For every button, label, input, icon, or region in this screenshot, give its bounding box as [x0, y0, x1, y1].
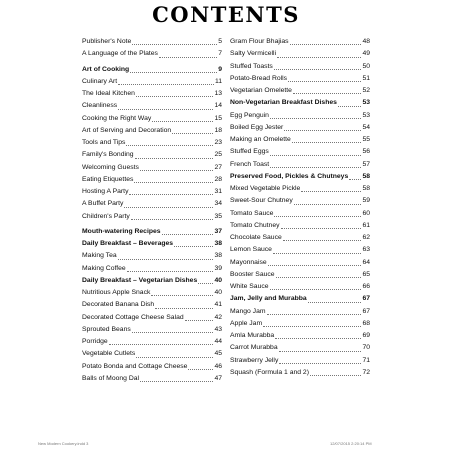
footer-timestamp: 12/07/2015 2:20:14 PM	[330, 441, 372, 446]
toc-entry-title: A Language of the Plates	[82, 50, 158, 58]
toc-page-number: 52	[362, 87, 370, 94]
toc-leader-dots	[140, 381, 213, 382]
toc-entry	[82, 88, 222, 100]
toc-leader-dots	[129, 194, 213, 195]
toc-entry	[82, 36, 222, 48]
toc-page-number: 44	[214, 338, 222, 345]
toc-entry-title: Stuffed Eggs	[230, 148, 269, 156]
toc-entry	[82, 186, 222, 198]
toc-entry	[230, 355, 370, 367]
toc-entry-title: Family's Bonding	[82, 151, 134, 159]
toc-leader-dots	[159, 57, 217, 58]
toc-entry-title: Hosting A Party	[82, 188, 129, 195]
toc-page-number: 27	[214, 163, 222, 171]
toc-entry-title: Booster Sauce	[230, 270, 275, 278]
toc-page-number: 23	[214, 139, 222, 146]
toc-entry	[82, 113, 222, 125]
toc-leader-dots	[132, 332, 214, 333]
toc-leader-dots	[136, 357, 213, 358]
toc-page-number: 46	[214, 362, 222, 370]
toc-page-number: 56	[362, 148, 370, 156]
toc-entry	[230, 318, 370, 330]
toc-page-number: 50	[362, 62, 370, 70]
toc-entry-title: Apple Jam	[230, 319, 263, 327]
toc-entry-title: Cleanliness	[82, 102, 118, 110]
toc-page-number: 58	[362, 172, 370, 180]
toc-leader-dots	[273, 253, 361, 254]
toc-entry	[230, 232, 370, 244]
toc-page-number: 11	[214, 77, 222, 85]
toc-entry-title: Children's Party	[82, 212, 130, 220]
toc-entry-title: Non-Vegetarian Breakfast Dishes	[230, 99, 337, 107]
toc-entry	[230, 269, 370, 281]
toc-entry	[82, 162, 222, 174]
toc-entry	[82, 76, 222, 88]
toc-page-number: 67	[362, 295, 370, 303]
toc-entry	[82, 287, 222, 299]
toc-entry-title: Art of Serving and Decoration	[82, 126, 172, 134]
toc-page-number: 55	[362, 136, 370, 143]
toc-leader-dots	[132, 44, 217, 45]
toc-section-heading	[82, 238, 222, 250]
toc-leader-dots	[130, 72, 217, 73]
toc-entry	[230, 281, 370, 293]
toc-page-number: 14	[214, 102, 222, 110]
toc-entry-title: Making Tea	[82, 252, 117, 260]
toc-page-number: 69	[362, 332, 370, 339]
toc-leader-dots	[155, 308, 213, 309]
toc-entry	[230, 330, 370, 342]
toc-entry	[82, 336, 222, 348]
toc-page-number: 47	[214, 374, 222, 382]
toc-leader-dots	[294, 204, 362, 205]
toc-section-heading	[230, 171, 370, 183]
toc-page-number: 57	[362, 160, 370, 168]
toc-leader-dots	[268, 265, 362, 266]
toc-entry	[82, 348, 222, 360]
toc-page-number: 38	[214, 252, 222, 260]
toc-leader-dots	[288, 81, 361, 82]
toc-entry-title: Potato-Bread Rolls	[230, 74, 288, 82]
toc-leader-dots	[135, 158, 214, 159]
toc-leader-dots	[118, 84, 214, 85]
toc-entry	[230, 134, 370, 146]
toc-page-number: 28	[214, 175, 222, 183]
toc-entry	[230, 220, 370, 232]
toc-entry	[230, 36, 370, 48]
toc-entry-title: Gram Flour Bhajias	[230, 38, 289, 45]
toc-page-number: 40	[214, 276, 222, 284]
toc-entry	[82, 174, 222, 186]
toc-leader-dots	[349, 179, 361, 180]
toc-entry	[82, 299, 222, 311]
toc-leader-dots	[109, 344, 214, 345]
toc-leader-dots	[310, 375, 361, 376]
toc-leader-dots	[275, 338, 361, 339]
toc-page-number: 67	[362, 307, 370, 315]
toc-entry-title: Mixed Vegetable Pickle	[230, 185, 301, 192]
toc-leader-dots	[174, 246, 213, 247]
toc-entry	[230, 146, 370, 158]
toc-page-number: 5	[218, 38, 222, 45]
toc-entry-title: Carrot Murabba	[230, 344, 278, 352]
toc-leader-dots	[270, 118, 362, 119]
toc-page-number: 72	[362, 368, 370, 376]
toc-entry	[230, 85, 370, 97]
toc-leader-dots	[301, 191, 361, 192]
toc-leader-dots	[126, 145, 213, 146]
toc-entry-title: Jam, Jelly and Murabba	[230, 295, 307, 303]
toc-entry-title: Salty Vermicelli	[230, 50, 277, 58]
toc-entry-title: Sweet-Sour Chutney	[230, 197, 293, 205]
toc-page-number: 61	[362, 221, 370, 229]
toc-entry	[82, 312, 222, 324]
toc-leader-dots	[127, 271, 214, 272]
toc-entry	[82, 361, 222, 373]
toc-entry-title: Eating Etiquettes	[82, 175, 134, 183]
toc-entry-title: Lemon Sauce	[230, 246, 272, 254]
toc-section-heading	[230, 293, 370, 305]
toc-page-number: 70	[362, 344, 370, 352]
toc-page-number: 15	[214, 114, 222, 122]
toc-leader-dots	[172, 133, 213, 134]
toc-page-number: 51	[362, 74, 370, 82]
toc-leader-dots	[274, 69, 362, 70]
toc-page-number: 63	[362, 246, 370, 254]
toc-leader-dots	[274, 216, 361, 217]
toc-page-number: 71	[362, 356, 370, 364]
toc-section-heading	[82, 64, 222, 76]
toc-entry	[230, 48, 370, 60]
toc-entry-title: Tomato Sauce	[230, 209, 274, 217]
toc-page-number: 18	[214, 126, 222, 134]
toc-page-number: 40	[214, 289, 222, 296]
toc-leader-dots	[270, 167, 361, 168]
toc-entry-title: Mouth-watering Recipes	[82, 227, 161, 235]
toc-entry-title: Vegetable Cutlets	[82, 350, 136, 358]
toc-leader-dots	[152, 121, 213, 122]
toc-entry-title: Vegetarian Omelette	[230, 87, 292, 94]
footer-file-label: New Modern Cookery.indd 3	[38, 441, 89, 446]
toc-entry	[230, 244, 370, 256]
toc-entry-title: Strawberry Jelly	[230, 356, 279, 364]
toc-entry-title: Sprouted Beans	[82, 325, 131, 333]
toc-entry-title: Boiled Egg Jester	[230, 123, 284, 131]
toc-page-number: 54	[362, 123, 370, 131]
toc-page-number: 38	[214, 240, 222, 247]
toc-page-number: 31	[214, 188, 222, 195]
toc-entry-title: Cooking the Right Way	[82, 114, 152, 122]
toc-leader-dots	[118, 109, 213, 110]
contents-column-left	[82, 36, 222, 385]
toc-section-heading	[82, 226, 222, 238]
toc-leader-dots	[290, 44, 362, 45]
page-title: CONTENTS	[152, 2, 300, 27]
toc-entry-title: A Buffet Party	[82, 200, 124, 208]
toc-leader-dots	[279, 363, 361, 364]
contents-column-right	[230, 36, 370, 379]
toc-entry	[82, 263, 222, 275]
toc-entry	[230, 110, 370, 122]
toc-leader-dots	[140, 170, 214, 171]
toc-page-number: 25	[214, 151, 222, 159]
toc-page-number: 37	[214, 227, 222, 235]
toc-entry	[230, 73, 370, 85]
toc-entry	[82, 324, 222, 336]
toc-leader-dots	[338, 106, 362, 107]
toc-entry-title: Nutritious Apple Snack	[82, 289, 151, 296]
toc-leader-dots	[276, 277, 362, 278]
toc-entry-title: Decorated Cottage Cheese Salad	[82, 313, 184, 321]
toc-page-number: 64	[362, 258, 370, 266]
toc-page-number: 59	[362, 197, 370, 205]
toc-page-number: 49	[362, 50, 370, 58]
toc-leader-dots	[267, 314, 362, 315]
toc-leader-dots	[270, 155, 362, 156]
toc-entry-title: Making an Omelette	[230, 136, 291, 143]
toc-entry-title: Mayonnaise	[230, 258, 267, 266]
toc-page-number: 53	[362, 111, 370, 119]
toc-entry	[230, 195, 370, 207]
toc-entry-title: Balls of Moong Dal	[82, 374, 140, 382]
toc-page-number: 65	[362, 270, 370, 278]
toc-leader-dots	[118, 259, 214, 260]
toc-entry	[230, 367, 370, 379]
toc-entry	[230, 159, 370, 171]
toc-page-number: 9	[218, 65, 222, 73]
toc-entry	[82, 125, 222, 137]
toc-page-number: 41	[214, 301, 222, 309]
toc-leader-dots	[263, 326, 361, 327]
toc-entry	[230, 306, 370, 318]
toc-entry-title: Daily Breakfast – Beverages	[82, 240, 174, 247]
toc-entry-title: Publisher's Note	[82, 38, 132, 45]
toc-leader-dots	[188, 369, 213, 370]
toc-entry-title: Stuffed Toasts	[230, 62, 273, 70]
toc-entry-title: Daily Breakfast – Vegetarian Dishes	[82, 276, 198, 284]
toc-entry	[82, 149, 222, 161]
toc-entry	[82, 211, 222, 223]
toc-leader-dots	[308, 302, 362, 303]
toc-entry-title: Welcoming Guests	[82, 163, 139, 171]
toc-page-number: 53	[362, 99, 370, 107]
toc-leader-dots	[283, 240, 362, 241]
toc-entry-title: Porridge	[82, 338, 108, 345]
toc-entry-title: Potato Bonda and Cottage Cheese	[82, 362, 188, 370]
toc-entry	[82, 48, 222, 60]
toc-leader-dots	[134, 182, 213, 183]
toc-page-number: 60	[362, 209, 370, 217]
toc-entry-title: Preserved Food, Pickles & Chutneys	[230, 172, 349, 180]
toc-leader-dots	[151, 295, 213, 296]
toc-entry-title: Squash (Formula 1 and 2)	[230, 368, 309, 376]
toc-entry-title: Tools and Tips	[82, 139, 126, 146]
toc-page-number: 42	[214, 313, 222, 321]
toc-entry-title: Egg Penguin	[230, 111, 269, 119]
toc-page-number: 13	[214, 90, 222, 97]
toc-leader-dots	[185, 320, 214, 321]
toc-entry	[230, 183, 370, 195]
toc-leader-dots	[293, 93, 361, 94]
toc-leader-dots	[136, 96, 214, 97]
toc-leader-dots	[292, 142, 362, 143]
toc-leader-dots	[198, 283, 213, 284]
toc-entry	[82, 373, 222, 385]
toc-page-number: 68	[362, 319, 370, 327]
toc-page-number: 45	[214, 350, 222, 358]
toc-page-number: 34	[214, 200, 222, 208]
toc-entry	[230, 342, 370, 354]
toc-leader-dots	[279, 351, 362, 352]
toc-entry-title: White Sauce	[230, 283, 269, 290]
toc-page-number: 7	[218, 50, 222, 58]
toc-leader-dots	[131, 219, 214, 220]
toc-entry	[230, 208, 370, 220]
toc-entry	[230, 61, 370, 73]
toc-entry	[82, 137, 222, 149]
toc-entry	[230, 257, 370, 269]
toc-section-heading	[82, 275, 222, 287]
toc-page-number: 48	[362, 38, 370, 45]
toc-page-number: 39	[214, 264, 222, 272]
toc-page-number: 35	[214, 212, 222, 220]
toc-page-number: 66	[362, 283, 370, 290]
toc-entry-title: Tomato Chutney	[230, 221, 280, 229]
toc-entry-title: Making Coffee	[82, 264, 126, 272]
toc-section-heading	[230, 97, 370, 109]
toc-page-number: 43	[214, 325, 222, 333]
toc-entry-title: French Toast	[230, 160, 270, 168]
toc-entry-title: Amla Murabba	[230, 332, 275, 339]
toc-entry-title: Chocolate Sauce	[230, 234, 282, 241]
toc-leader-dots	[124, 207, 213, 208]
toc-entry-title: Mango Jam	[230, 307, 266, 315]
toc-entry-title: The Ideal Kitchen	[82, 90, 135, 97]
toc-entry	[82, 198, 222, 210]
toc-entry	[230, 122, 370, 134]
toc-leader-dots	[284, 130, 361, 131]
toc-entry-title: Decorated Banana Dish	[82, 301, 155, 309]
toc-page-number: 58	[362, 185, 370, 192]
toc-entry	[82, 100, 222, 112]
toc-page-number: 62	[362, 234, 370, 241]
toc-leader-dots	[162, 234, 214, 235]
toc-entry	[82, 250, 222, 262]
toc-leader-dots	[277, 57, 361, 58]
toc-entry-title: Art of Cooking	[82, 65, 130, 73]
toc-leader-dots	[270, 289, 362, 290]
toc-leader-dots	[281, 228, 362, 229]
toc-entry-title: Culinary Art	[82, 77, 118, 85]
